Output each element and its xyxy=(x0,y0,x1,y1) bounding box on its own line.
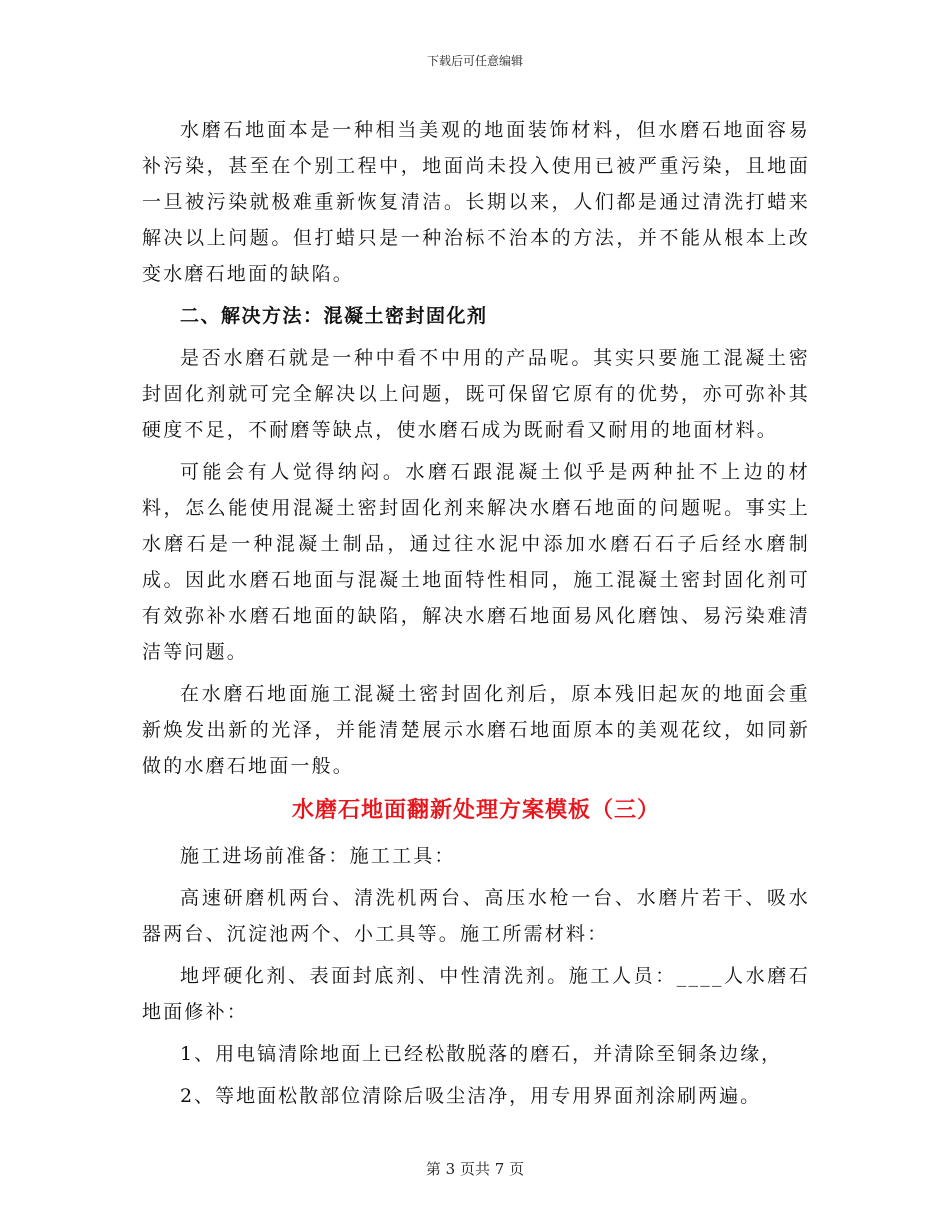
paragraph-7: 地坪硬化剂、表面封底剂、中性清洗剂。施工人员：____人水磨石地面修补： xyxy=(142,965,810,1023)
paragraph-1: 水磨石地面本是一种相当美观的地面装饰材料，但水磨石地面容易补污染，甚至在个别工程中，地面尚未投入使用已被严重污染，且地面一旦被污染就极难重新恢复清洁。长期以来，人们都是通过清洗打蜡来解决以上问题。但打蜡只是一种治标不治本的方法，并不能从根本上改变水磨石地面的缺陷。 xyxy=(142,119,810,285)
list-item-1: 1、用电镐清除地面上已经松散脱落的磨石，并清除至铜条边缘， xyxy=(180,1043,783,1065)
paragraph-2: 是否水磨石就是一种中看不中用的产品呢。其实只要施工混凝土密封固化剂就可完全解决以上问题，既可保留它原有的优势，亦可弥补其硬度不足，不耐磨等缺点，使水磨石成为既耐看又耐用的地面材料。 xyxy=(142,347,810,441)
page-header: 下载后可任意编辑 xyxy=(426,54,523,68)
section-title: 水磨石地面翻新处理方案模板（三） xyxy=(291,797,660,823)
paragraph-3: 可能会有人觉得纳闷。水磨石跟混凝土似乎是两种扯不上边的材料，怎么能使用混凝土密封固化剂来解决水磨石地面的问题呢。事实上水磨石是一种混凝土制品，通过往水泥中添加水磨石石子后经水磨制成。因此水磨石地面与混凝土地面特性相同，施工混凝土密封固化剂可有效弥补水磨石地面的缺陷，解决水磨石地面易风化磨蚀、易污染难清洁等问题。 xyxy=(142,461,810,663)
paragraph-4: 在水磨石地面施工混凝土密封固化剂后，原本残旧起灰的地面会重新焕发出新的光泽，并能清楚展示水磨石地面原本的美观花纹，如同新做的水磨石地面一般。 xyxy=(142,683,810,777)
paragraph-6: 高速研磨机两台、清洗机两台、高压水枪一台、水磨片若干、吸水器两台、沉淀池两个、小工具等。施工所需材料： xyxy=(142,887,810,945)
document-body xyxy=(142,112,810,1120)
page-footer: 第 3 页共 7 页 xyxy=(425,1160,525,1178)
paragraph-5: 施工进场前准备：施工工具： xyxy=(180,845,456,867)
list-item-2: 2、等地面松散部位清除后吸尘洁净，用专用界面剂涂刷两遍。 xyxy=(180,1085,762,1107)
heading-solution: 二、解决方法：混凝土密封固化剂 xyxy=(180,305,488,327)
